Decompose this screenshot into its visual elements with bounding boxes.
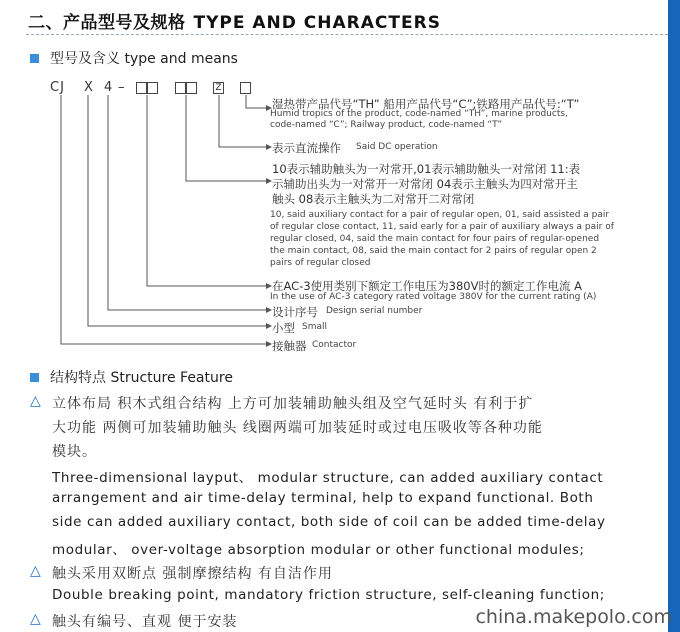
tree-line-5 <box>108 95 266 310</box>
code-box-z: Z <box>213 82 224 94</box>
feature-2-en: Double breaking point, mandatory friction structure, self-cleaning function; <box>52 587 605 603</box>
feature-1-en: side can added auxiliary contact, both side of coil can be added time-delay <box>52 514 606 530</box>
item-3-en: the main contact, 08, said the main contact for 2 pairs of regular open 2 <box>270 246 597 256</box>
item-7-en: Contactor <box>312 340 357 350</box>
code-cj: CJ <box>50 80 65 95</box>
code-4: 4 <box>104 80 114 95</box>
item-3-en: regular closed, 04, said the main contact for four pairs of regular-opened <box>270 234 600 244</box>
type-section-label: 型号及含义 type and means <box>50 51 238 67</box>
feature-3-cn: 触头有编号、直观 便于安装 <box>52 614 238 630</box>
feature-1-cn: 模块。 <box>52 444 97 460</box>
item-5-cn: 设计序号 <box>272 305 318 319</box>
code-dash: – <box>118 80 126 95</box>
tree-line-1 <box>246 95 266 108</box>
tree-line-6 <box>88 95 266 326</box>
tree-line-2 <box>219 95 266 147</box>
item-5-en: Design serial number <box>326 306 423 316</box>
item-1-en: code-named “C”; Railway product, code-named “T” <box>270 120 503 130</box>
triangle-bullet-icon: △ <box>30 611 41 627</box>
item-3-en: of regular close contact, 11, said early for a pair of auxiliary always a pair of <box>270 222 614 232</box>
item-4-cn: 在AC-3使用类别下额定工作电压为380V时的额定工作电流 A <box>272 279 582 293</box>
item-3-en: pairs of regular closed <box>270 258 371 268</box>
feature-1-en: arrangement and air time-delay terminal, help to expand functional. Both <box>52 490 594 506</box>
item-2-cn: 表示直流操作 <box>272 141 341 155</box>
feature-1-cn: 大功能 两侧可加装辅助触头 线圈两端可加装延时或过电压吸收等各种功能 <box>52 420 543 436</box>
tree-line-4 <box>147 95 266 286</box>
item-3-cn: 10表示辅助触头为一对常开,01表示辅助触头一对常闭 11:表 <box>272 162 581 176</box>
item-2-en: Said DC operation <box>356 142 438 152</box>
feature-1-en: Three-dimensional layput、 modular structure, can added auxiliary contact <box>52 470 604 486</box>
feature-2-cn: 触头采用双断点 强制摩擦结构 有自洁作用 <box>52 566 333 582</box>
heading-en: TYPE AND CHARACTERS <box>193 13 441 33</box>
item-3-en: 10, said auxiliary contact for a pair of regular open, 01, said assisted a pair <box>270 210 610 220</box>
item-6-cn: 小型 <box>272 321 295 335</box>
triangle-bullet-icon: △ <box>30 393 41 409</box>
watermark: china.makepolo.com <box>475 606 672 628</box>
feature-1-en: modular、 over-voltage absorption modular or other functional modules; <box>52 542 585 558</box>
item-3-cn: 示辅助出头为一对常开一对常闭 04表示主触头为四对常开主 <box>272 177 578 191</box>
item-4-en: In the use of AC-3 category rated voltage 380V for the current rating (A) <box>270 292 597 302</box>
code-x: X <box>84 80 94 95</box>
structure-section-label: 结构特点 Structure Feature <box>50 370 233 386</box>
feature-1-cn: 立体布局 积木式组合结构 上方可加装辅助触头组及空气延时头 有利于扩 <box>52 396 534 412</box>
item-3-cn: 触头 08表示主触头为二对常开二对常闭 <box>272 192 475 206</box>
item-1-cn: 湿热带产品代号“TH” 船用产品代号“C”;铁路用产品代号:“T” <box>272 97 580 111</box>
heading-cn: 二、产品型号及规格 <box>28 13 186 33</box>
triangle-bullet-icon: △ <box>30 563 41 579</box>
item-1-en: Humid tropics of the product, code-named “TH”, marine products, <box>270 109 568 119</box>
tree-line-7 <box>61 95 266 344</box>
item-6-en: Small <box>302 322 327 332</box>
item-7-cn: 接触器 <box>272 339 307 353</box>
bullet-square-icon <box>30 373 39 382</box>
